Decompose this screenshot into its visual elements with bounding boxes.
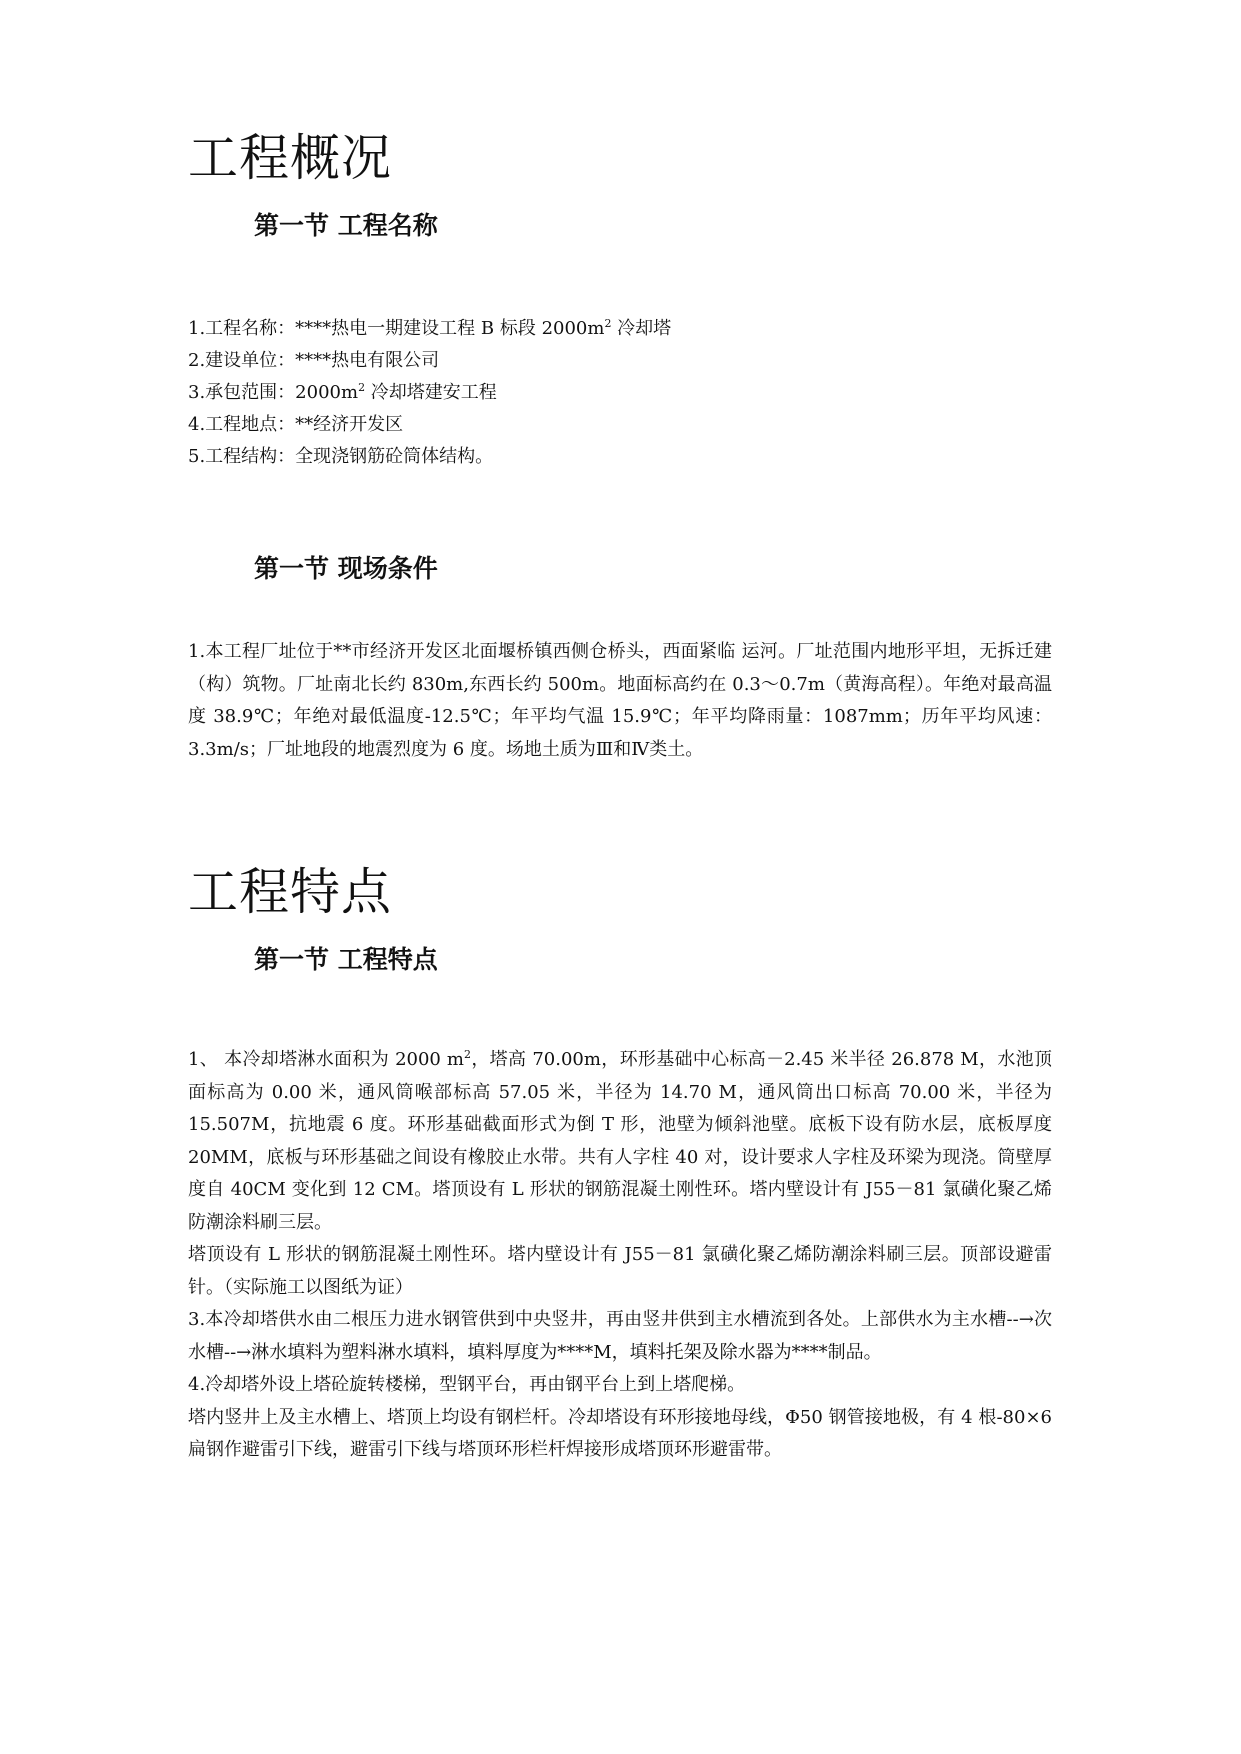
list-item: 4.工程地点：**经济开发区 <box>188 414 404 435</box>
chapter-title-overview: 工程概况 <box>188 129 392 187</box>
list-item: 2.建设单位：****热电有限公司 <box>188 350 440 371</box>
section-title-features: 第一节 工程特点 <box>254 945 438 974</box>
features-paragraph-1: 1、 本冷却塔淋水面积为 2000 $m^2$，塔高 70.00m，环形基础中心标高－2.45 米半径 26.878 M，水池顶面标高为 0.00 米，通风筒喉部标高 57.05 米，半径为 14.70 M，通风筒出口标高 70.00 米，半径为 15.507M，抗地震 6 度。环形基础截面形式为倒 T 形，池壁为倾斜池壁。底板下设有防水层，底板厚度 20MM，底板与环形基础之间设有橡胶止水带。共有人字柱 40 对，设计要求人字柱及环梁为现浇。筒壁厚度自 40CM 变化到 12 CM。塔顶设有 L 形状的钢筋混凝土刚性环。塔内壁设计有 J55－81 氯磺化聚乙烯防潮涂料刷三层。 <box>188 1048 1052 1233</box>
features-paragraph-2: 塔顶设有 L 形状的钢筋混凝土刚性环。塔内壁设计有 J55－81 氯磺化聚乙烯防潮涂料刷三层。顶部设避雷针。（实际施工以图纸为证） <box>188 1244 1052 1298</box>
section-title-site-conditions: 第一节 现场条件 <box>254 554 438 583</box>
features-body <box>188 1044 1052 1467</box>
list-item: 1.工程名称：****热电一期建设工程 B 标段 $2000m^2$ 冷却塔 <box>188 317 672 339</box>
list-item: 5.工程结构：全现浇钢筋砼筒体结构。 <box>188 446 494 467</box>
list-item: 3.承包范围：$2000m^2$ 冷却塔建安工程 <box>188 381 497 403</box>
project-info-list <box>188 313 1058 473</box>
section-title-project-name: 第一节 工程名称 <box>254 211 438 240</box>
chapter-title-features: 工程特点 <box>188 863 392 921</box>
site-conditions-paragraph: 1.本工程厂址位于**市经济开发区北面堰桥镇西侧仓桥头，西面紧临 运河。厂址范围内地形平坦，无拆迁建（构）筑物。厂址南北长约 830m,东西长约 500m。地面标高约在 0.3～0.7m（黄海高程）。年绝对最高温度 38.9℃；年绝对最低温度-12.5℃；年平均气温 15.9℃；年平均降雨量：1087mm；历年平均风速：3.3m/s；厂址地段的地震烈度为 6 度。场地土质为Ⅲ和Ⅳ类土。 <box>188 641 1052 760</box>
features-paragraph-3: 3.本冷却塔供水由二根压力进水钢管供到中央竖井，再由竖井供到主水槽流到各处。上部供水为主水槽--→次水槽--→淋水填料为塑料淋水填料，填料厚度为****M，填料托架及除水器为****制品。 <box>188 1309 1052 1363</box>
features-paragraph-4: 4.冷却塔外设上塔砼旋转楼梯，型钢平台，再由钢平台上到上塔爬梯。 <box>188 1374 746 1395</box>
features-paragraph-5: 塔内竖井上及主水槽上、塔顶上均设有钢栏杆。冷却塔设有环形接地母线，Φ50 钢管接地极，有 4 根-80×6 扁钢作避雷引下线，避雷引下线与塔顶环形栏杆焊接形成塔顶环形避雷带。 <box>188 1406 1052 1460</box>
